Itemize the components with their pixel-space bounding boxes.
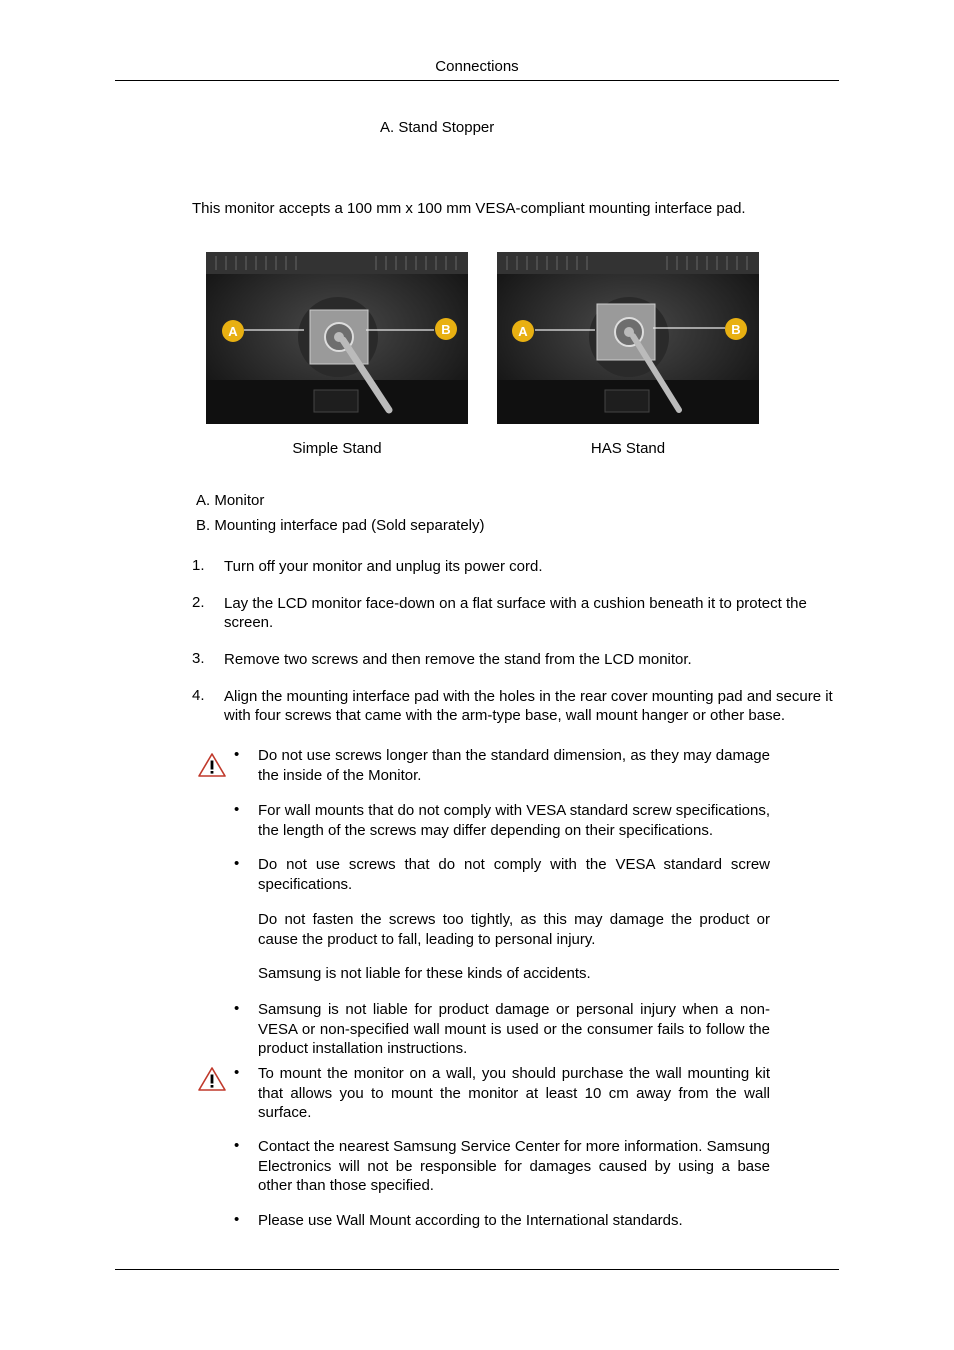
- caution-item: For wall mounts that do not comply with VESA standard screw specifications, the length of the screws may differ depending on their specifications.: [258, 802, 770, 839]
- page-header-title: Connections: [435, 58, 519, 75]
- caution-item: Do not use screws that do not comply with the VESA standard screw specifications.: [258, 856, 770, 893]
- marker-a-label: A: [228, 324, 238, 339]
- step-text: Remove two screws and then remove the stand from the LCD monitor.: [224, 651, 692, 668]
- step-number: 4.: [192, 687, 205, 704]
- bullet: •: [234, 855, 240, 872]
- marker-a-label: A: [518, 324, 528, 339]
- step-text: Align the mounting interface pad with the holes in the rear cover mounting pad and secure it with four screws that came with the arm-type base, wall mount hanger or other base.: [224, 688, 833, 724]
- caution-sub-paragraph: Samsung is not liable for these kinds of accidents.: [258, 965, 591, 982]
- bullet: •: [234, 1064, 240, 1081]
- has-stand-photo: [497, 252, 759, 424]
- step-number: 2.: [192, 594, 205, 611]
- caution-item: Do not use screws longer than the standard dimension, as they may damage the inside of the Monitor.: [258, 747, 770, 784]
- step-text: Lay the LCD monitor face-down on a flat surface with a cushion beneath it to protect the screen.: [224, 595, 807, 631]
- step-text: Turn off your monitor and unplug its power cord.: [224, 558, 543, 575]
- header-rule: [115, 80, 839, 81]
- warning-triangle-icon: [197, 1066, 227, 1092]
- footer-rule: [115, 1269, 839, 1270]
- legend-item-b: B. Mounting interface pad (Sold separately): [196, 517, 485, 534]
- marker-b-label: B: [731, 322, 741, 337]
- warning-triangle-icon: [197, 752, 227, 778]
- legend-item-a: A. Monitor: [196, 492, 265, 509]
- caution-item: Samsung is not liable for product damage or personal injury when a non-VESA or non-specified wall mount is used or the consumer fails to follow the product installation instructions.: [258, 1001, 770, 1057]
- intro-paragraph: This monitor accepts a 100 mm x 100 mm VESA-compliant mounting interface pad.: [192, 200, 746, 217]
- caution-item: To mount the monitor on a wall, you should purchase the wall mounting kit that allows you to mount the monitor at least 10 cm away from the wall surface.: [258, 1065, 770, 1121]
- stand-stopper-label: A. Stand Stopper: [380, 119, 495, 136]
- caution-item: Contact the nearest Samsung Service Center for more information. Samsung Electronics will not be responsible for damages caused by using a base other than those specified.: [258, 1138, 770, 1194]
- bullet: •: [234, 746, 240, 763]
- figure-caption-has-stand: HAS Stand: [590, 440, 666, 457]
- caution-item: Please use Wall Mount according to the International standards.: [258, 1212, 683, 1229]
- caution-sub-paragraph: Do not fasten the screws too tightly, as this may damage the product or cause the product to fall, leading to personal injury.: [258, 911, 770, 948]
- simple-stand-photo: [206, 252, 468, 424]
- marker-b-label: B: [441, 322, 451, 337]
- figure-caption-simple-stand: Simple Stand: [292, 440, 382, 457]
- bullet: •: [234, 1000, 240, 1017]
- bullet: •: [234, 801, 240, 818]
- bullet: •: [234, 1137, 240, 1154]
- step-number: 3.: [192, 650, 205, 667]
- step-number: 1.: [192, 557, 205, 574]
- bullet: •: [234, 1211, 240, 1228]
